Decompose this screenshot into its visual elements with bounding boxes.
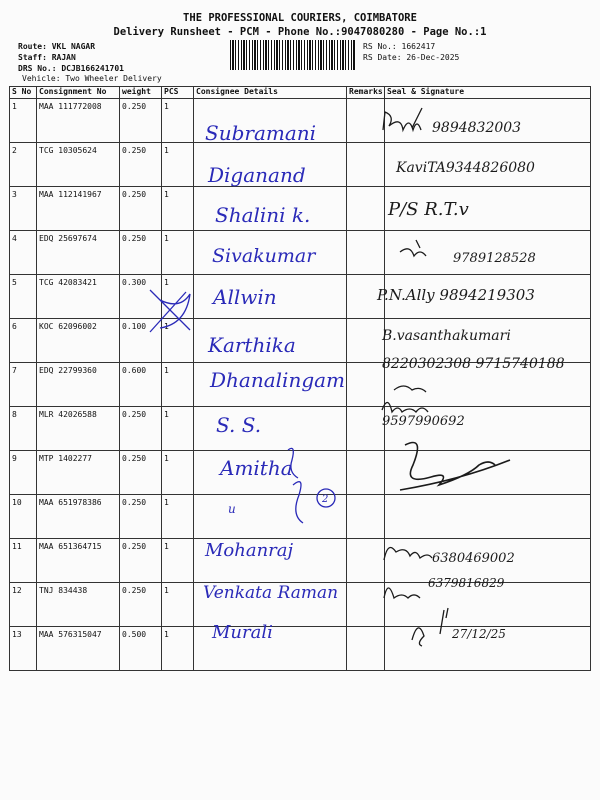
company-title: THE PROFESSIONAL COURIERS, COIMBATORE	[183, 12, 417, 24]
signature-scribble	[394, 386, 426, 392]
cell-consignment: TNJ 834438	[37, 583, 120, 627]
cell-sno: 12	[10, 583, 37, 627]
cell-pcs: 1	[162, 275, 194, 319]
col-remarks: Remarks	[347, 87, 385, 99]
handwritten-consignee: Mohanraj	[205, 540, 294, 561]
cell-consignment: MLR 42026588	[37, 407, 120, 451]
cell-weight: 0.250	[120, 143, 162, 187]
cell-consignment: MAA 112141967	[37, 187, 120, 231]
cell-sno: 7	[10, 363, 37, 407]
signature-scribble	[384, 588, 420, 598]
cell-sno: 5	[10, 275, 37, 319]
cell-consignment: EDQ 22799360	[37, 363, 120, 407]
cell-pcs: 1	[162, 231, 194, 275]
handwritten-phone: 6380469002	[432, 551, 515, 566]
runsheet-subtitle: Delivery Runsheet - PCM - Phone No.:9047080280 - Page No.:1	[113, 26, 487, 38]
handwritten-stroke	[293, 482, 303, 523]
cell-weight: 0.250	[120, 187, 162, 231]
vehicle-label: Vehicle: Two Wheeler Delivery	[22, 74, 162, 83]
staff-label: Staff: RAJAN	[18, 53, 76, 62]
handwritten-consignee: Dhanalingam	[210, 368, 346, 392]
cell-weight: 0.250	[120, 495, 162, 539]
cell-consignment: MAA 576315047	[37, 627, 120, 671]
handwritten-name-phone: KaviTA9344826080	[396, 160, 535, 176]
cross-out-mark	[150, 290, 190, 332]
handwritten-date: 27/12/25	[452, 627, 506, 641]
cell-consignment: MAA 651364715	[37, 539, 120, 583]
handwritten-seal-note: P/S R.T.v	[388, 199, 469, 220]
rs-number: RS No.: 1662417	[363, 42, 436, 51]
cell-consignment: MAA 651978386	[37, 495, 120, 539]
cell-sno: 3	[10, 187, 37, 231]
handwritten-phone: 9597990692	[382, 414, 465, 429]
cell-pcs: 1	[162, 627, 194, 671]
cell-consignment: MTP 1402277	[37, 451, 120, 495]
handwritten-phone: 9894832003	[432, 120, 522, 136]
signature-scribble	[384, 548, 432, 561]
handwritten-consignee: Karthika	[208, 333, 296, 357]
cell-pcs: 1	[162, 187, 194, 231]
circled-two: 2	[322, 494, 329, 505]
cell-pcs: 1	[162, 583, 194, 627]
cell-sno: 6	[10, 319, 37, 363]
cell-sno: 2	[10, 143, 37, 187]
cell-weight: 0.250	[120, 583, 162, 627]
cell-sno: 8	[10, 407, 37, 451]
cell-weight: 0.300	[120, 275, 162, 319]
cell-weight: 0.250	[120, 99, 162, 143]
route-label: Route: VKL NAGAR	[18, 42, 96, 51]
cell-pcs: 1	[162, 539, 194, 583]
cell-weight: 0.100	[120, 319, 162, 363]
col-consignee: Consignee Details	[194, 87, 347, 99]
cell-sno: 9	[10, 451, 37, 495]
cell-sno: 4	[10, 231, 37, 275]
col-consignment-no: Consignment No	[37, 87, 120, 99]
col-pcs: PCS	[162, 87, 194, 99]
cell-pcs: 1	[162, 143, 194, 187]
handwritten-phone: 9789128528	[453, 251, 536, 266]
signature-scribble	[383, 108, 422, 130]
cell-weight: 0.250	[120, 407, 162, 451]
handwritten-consignee: Diganand	[208, 163, 306, 187]
cell-weight: 0.600	[120, 363, 162, 407]
handwritten-consignee: Allwin	[213, 285, 277, 309]
handwritten-consignee: Sivakumar	[212, 245, 316, 267]
handwritten-u-mark: u	[228, 502, 236, 516]
handwritten-name-phone: P.N.Ally 9894219303	[377, 286, 535, 304]
col-weight: weight	[120, 87, 162, 99]
cell-pcs: 1	[162, 407, 194, 451]
cell-consignment: MAA 111772008	[37, 99, 120, 143]
cell-consignment: TCG 10305624	[37, 143, 120, 187]
cell-sno: 11	[10, 539, 37, 583]
cell-sno: 13	[10, 627, 37, 671]
col-seal-signature: Seal & Signature	[385, 87, 591, 99]
cell-pcs: 1	[162, 495, 194, 539]
cell-pcs: 1	[162, 451, 194, 495]
handwritten-consignee: S. S.	[216, 413, 262, 437]
handwritten-name: B.vasanthakumari	[382, 328, 511, 344]
signature-scribble	[382, 402, 428, 412]
cell-consignment: TCG 42083421	[37, 275, 120, 319]
handwritten-consignee: Shalini k.	[215, 203, 311, 227]
handwritten-consignee: Venkata Raman	[203, 583, 339, 603]
handwritten-phone: 6379816829	[428, 576, 505, 590]
col-sno: S No	[10, 87, 37, 99]
cell-pcs: 1	[162, 99, 194, 143]
signature-scribble	[400, 443, 510, 491]
cell-sno: 1	[10, 99, 37, 143]
drs-label: DRS No.: DCJB166241701	[18, 64, 124, 73]
cell-consignment: EDQ 25697674	[37, 231, 120, 275]
signature-scribble	[412, 608, 448, 646]
cell-sno: 10	[10, 495, 37, 539]
cell-weight: 0.250	[120, 231, 162, 275]
handwritten-phones: 8220302308 9715740188	[382, 356, 565, 372]
signature-scribble	[400, 240, 426, 256]
cell-pcs: 1	[162, 319, 194, 363]
cell-pcs: 1	[162, 363, 194, 407]
cell-weight: 0.250	[120, 539, 162, 583]
handwritten-consignee: Subramani	[205, 121, 317, 145]
rs-date: RS Date: 26-Dec-2025	[363, 53, 460, 62]
handwritten-consignee: Murali	[212, 622, 273, 643]
cell-weight: 0.250	[120, 451, 162, 495]
handwritten-consignee: Amitha	[220, 456, 293, 480]
cell-consignment: KOC 62096002	[37, 319, 120, 363]
cell-weight: 0.500	[120, 627, 162, 671]
